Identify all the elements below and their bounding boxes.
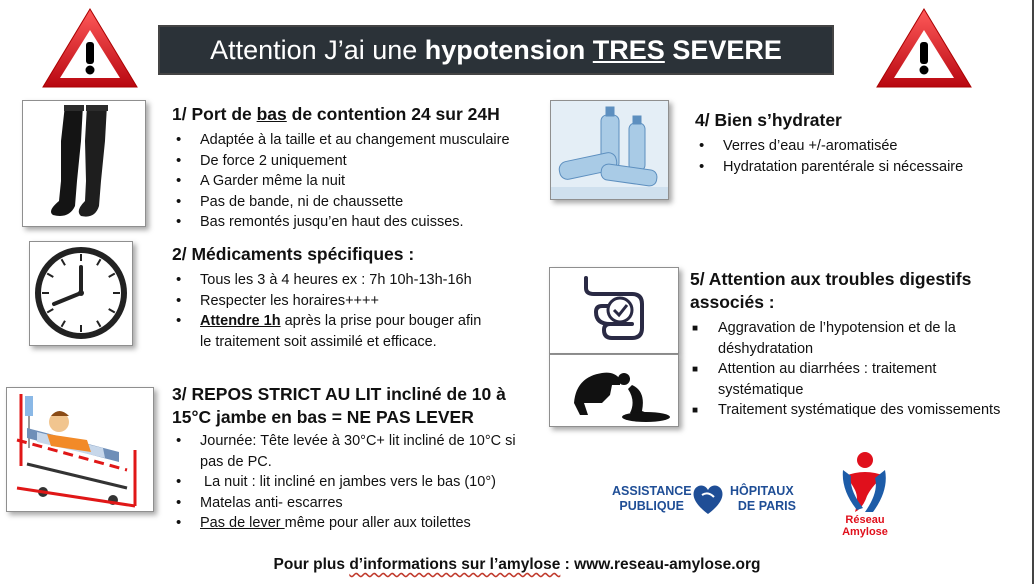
list-item: • Pas de lever même pour aller aux toilettes	[172, 513, 542, 534]
reseau-amylose-icon	[833, 450, 897, 514]
list-item: • Journée: Tête levée à 30°C+ lit incliné de 10°C si	[172, 431, 542, 452]
list-item: • Respecter les horaires++++	[172, 291, 542, 312]
section-bed-rest-heading-line1: 3/ REPOS STRICT AU LIT incliné de 10 à	[172, 384, 506, 404]
aphp-logo	[612, 481, 802, 517]
footer-info: Pour plus d’informations sur l’amylose : www.reseau-amylose.org	[273, 556, 761, 573]
title-bold: hypotension	[424, 35, 586, 65]
title-underlined: TRES	[592, 35, 665, 65]
list-item-continuation: pas de PC.	[200, 453, 272, 470]
water-bottles-icon	[551, 101, 668, 199]
list-item: ■ Attention au diarrhées : traitement systématique	[690, 359, 1030, 400]
section-digestive	[690, 268, 1030, 421]
section-digestive-list	[690, 318, 1030, 421]
water-bottles-image	[550, 100, 669, 200]
section-stockings	[172, 103, 552, 233]
clock-image	[29, 241, 133, 346]
section-digestive-heading-line2: associés :	[690, 292, 775, 312]
list-item-continuation: le traitement soit assimilé et efficace.	[200, 333, 437, 350]
footer-website-link[interactable]: : www.reseau-amylose.org	[560, 556, 761, 573]
list-item: • De force 2 uniquement	[172, 151, 552, 172]
warning-triangle-right-icon	[874, 6, 974, 90]
hospital-bed-icon	[7, 388, 153, 511]
title-prefix: Attention J’ai une	[210, 35, 425, 65]
list-item: • Adaptée à la taille et au changement musculaire	[172, 130, 552, 151]
section-hydration-heading: 4/ Bien s’hydrater	[695, 110, 842, 130]
vomiting-icon	[550, 355, 678, 426]
section-medication-heading: 2/ Médicaments spécifiques :	[172, 244, 415, 264]
section-bed-rest-list	[172, 431, 542, 452]
section-hydration	[695, 109, 1015, 177]
aphp-text-left2: PUBLIQUE	[619, 499, 684, 513]
intestine-check-icon	[550, 268, 678, 353]
list-item: • Attendre 1h après la prise pour bouger afin	[172, 311, 542, 332]
aphp-text-right1: HÔPITAUX	[730, 484, 794, 498]
list-item: • Bas remontés jusqu’en haut des cuisses.	[172, 212, 552, 233]
aphp-heart-icon	[690, 481, 726, 517]
list-item: • La nuit : lit incliné en jambes vers le bas (10°)	[172, 472, 542, 493]
aphp-text-right2: DE PARIS	[737, 499, 796, 513]
page-title	[158, 25, 834, 75]
section-medication-list	[172, 270, 542, 332]
list-item: • Tous les 3 à 4 heures ex : 7h 10h-13h-16h	[172, 270, 542, 291]
stockings-image	[22, 100, 146, 227]
section-bed-rest	[172, 383, 542, 534]
reseau-amylose-logo-text: Réseau Amylose	[842, 514, 888, 538]
title-end: SEVERE	[672, 35, 782, 65]
compression-stockings-icon	[23, 101, 145, 226]
section-stockings-list	[172, 130, 552, 233]
list-item: • Pas de bande, ni de chaussette	[172, 192, 552, 213]
section-hydration-list	[695, 136, 1015, 177]
aphp-text-left1: ASSISTANCE	[612, 484, 692, 498]
section-medication	[172, 243, 542, 352]
list-item: • Hydratation parentérale si nécessaire	[695, 157, 1015, 178]
list-item: • Verres d’eau +/-aromatisée	[695, 136, 1015, 157]
list-item: ■ Traitement systématique des vomissements	[690, 400, 1030, 421]
warning-triangle-left-icon	[40, 6, 140, 90]
vomiting-image	[549, 354, 679, 427]
section-digestive-heading-line1: 5/ Attention aux troubles digestifs	[690, 269, 972, 289]
section-bed-rest-heading-line2: 15°C jambe en bas = NE PAS LEVER	[172, 407, 474, 427]
digestive-image	[549, 267, 679, 354]
list-item: ■ Aggravation de l’hypotension et de la déshydratation	[690, 318, 1030, 359]
list-item: • Matelas anti- escarres	[172, 493, 542, 514]
section-stockings-heading: 1/ Port de bas de contention 24 sur 24H	[172, 104, 500, 124]
section-bed-rest-list-2	[172, 472, 542, 534]
list-item: • A Garder même la nuit	[172, 171, 552, 192]
hospital-bed-image	[6, 387, 154, 512]
clock-icon	[30, 242, 132, 345]
